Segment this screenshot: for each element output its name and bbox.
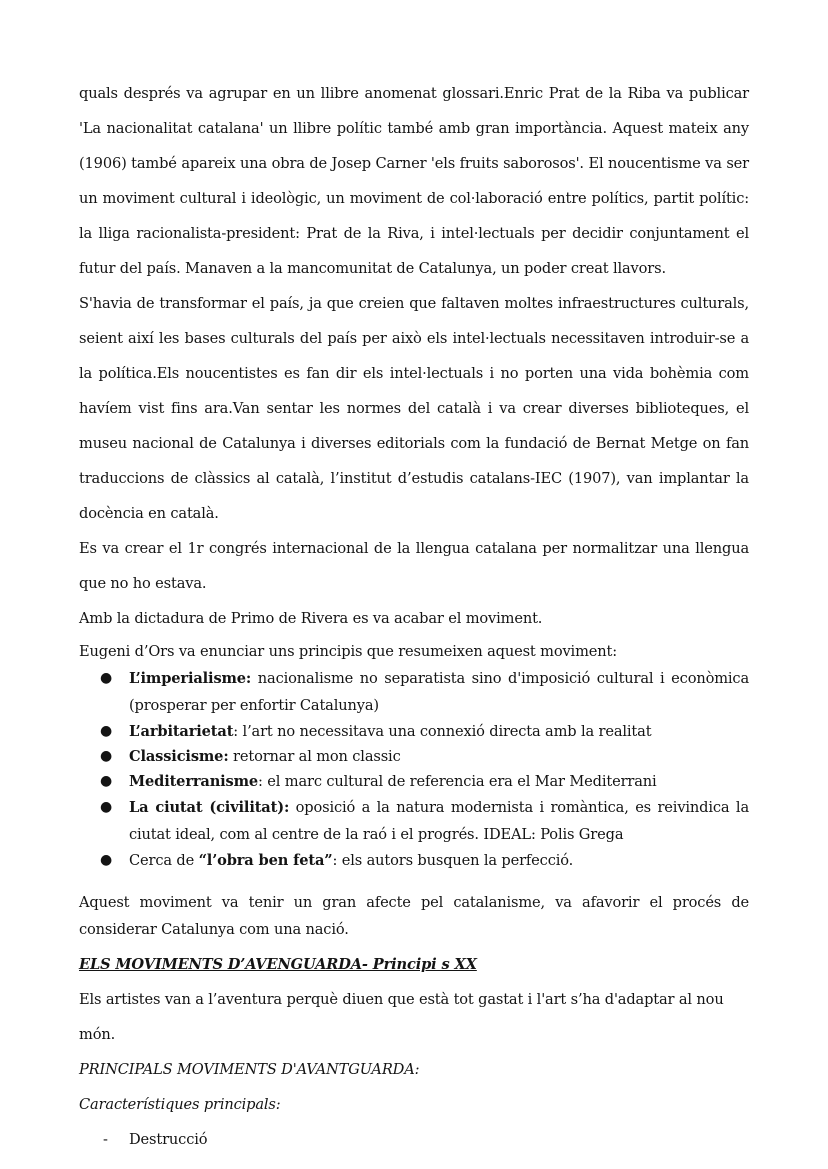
principle-term: La ciutat (civilitat): — [129, 799, 290, 816]
principles-list — [79, 665, 749, 873]
principle-term: Classicisme: — [129, 748, 229, 765]
principle-text: : l’art no necessitava una connexió directa amb la realitat — [233, 723, 652, 740]
principle-text: nacionalisme no separatista sino d'imposició cultural i econòmica (prosperar per enfortir Catalunya) — [129, 670, 749, 714]
principle-text: : els autors busquen la perfecció. — [332, 852, 574, 869]
principle-term: “l’obra ben feta” — [198, 852, 333, 869]
subheading-movements: PRINCIPALS MOVIMENTS D'AVANTGUARDA: — [79, 1061, 420, 1078]
list-item — [79, 719, 749, 744]
list-item — [79, 744, 749, 769]
bullet-icon: ● — [100, 670, 113, 686]
paragraph-transform-country: S'havia de transformar el país, ja que creien que faltaven moltes infraestructures culturals, seient així les bases culturals del país per això els intel·lectuals necessitaven introduir-se a la política.Els noucentistes es fan dir els intel·lectuals i no porten una vida bohèmia com havíem vist fins ara.Van sentar les normes del català i va crear diverses biblioteques, el museu nacional de Catalunya i diverses editorials com la fundació de Bernat Metge on fan traduccions de clàssics al català, l’institut d’estudis catalans-IEC (1907), van implantar la docència en català. — [79, 295, 749, 522]
document-page — [79, 76, 749, 1157]
list-item — [79, 794, 749, 848]
principle-text: oposició a la natura modernista i romàntica, es reivindica la ciutat ideal, com al centre de la raó i el progrés. IDEAL: Polis Grega — [129, 799, 749, 843]
paragraph-artists: Els artistes van a l’aventura perquè diuen que està tot gastat i l'art s’ha d'adaptar al nou món. — [79, 991, 724, 1043]
list-item — [79, 848, 749, 873]
paragraph-congress: Es va crear el 1r congrés internacional de la llengua catalana per normalitzar una llengua que no ho estava. — [79, 540, 749, 592]
principle-text: retornar al mon classic — [228, 748, 401, 765]
list-item — [79, 665, 749, 719]
section-heading: ELS MOVIMENTS D’AVENGUARDA- Principi s XX — [79, 956, 477, 973]
principle-term: L’arbitarietat — [129, 723, 234, 740]
bullet-icon: ● — [100, 723, 113, 739]
bullet-icon: ● — [100, 748, 113, 764]
features-label: Característiques principals: — [79, 1096, 281, 1113]
bullet-icon: ● — [100, 799, 113, 815]
bullet-icon: ● — [100, 852, 113, 868]
principle-prefix: Cerca de — [129, 852, 199, 869]
list-item — [79, 769, 749, 794]
features-list — [79, 1122, 749, 1157]
dash-marker: - — [103, 1131, 108, 1148]
paragraph-dictatorship: Amb la dictadura de Primo de Rivera es va acabar el moviment. — [79, 610, 543, 627]
paragraph-noucentisme-intro: quals després va agrupar en un llibre anomenat glossari.Enric Prat de la Riba va publicar 'La nacionalitat catalana' un llibre polític també amb gran importància. Aquest mateix any (1906) també apareix una obra de Josep Carner 'els fruits saborosos'. El noucentisme va ser un moviment cultural i ideològic, un moviment de col·laboració entre polítics, partit polític: la lliga racionalista-president: Prat de la Riva, i intel·lectuals per decidir conjuntament el futur del país. Manaven a la mancomunitat de Catalunya, un poder creat llavors. — [79, 85, 749, 277]
feature-text: Destrucció — [129, 1131, 208, 1148]
principle-term: L’imperialisme: — [129, 670, 252, 687]
principle-term: Mediterranisme — [129, 773, 259, 790]
paragraph-catalanism: Aquest moviment va tenir un gran afecte pel catalanisme, va afavorir el procés de considerar Catalunya com una nació. — [79, 894, 749, 938]
list-item — [79, 1122, 749, 1157]
bullet-icon: ● — [100, 773, 113, 789]
principle-text: : el marc cultural de referencia era el Mar Mediterrani — [258, 773, 657, 790]
paragraph-eugeni-dors: Eugeni d’Ors va enunciar uns principis que resumeixen aquest moviment: — [79, 643, 617, 660]
